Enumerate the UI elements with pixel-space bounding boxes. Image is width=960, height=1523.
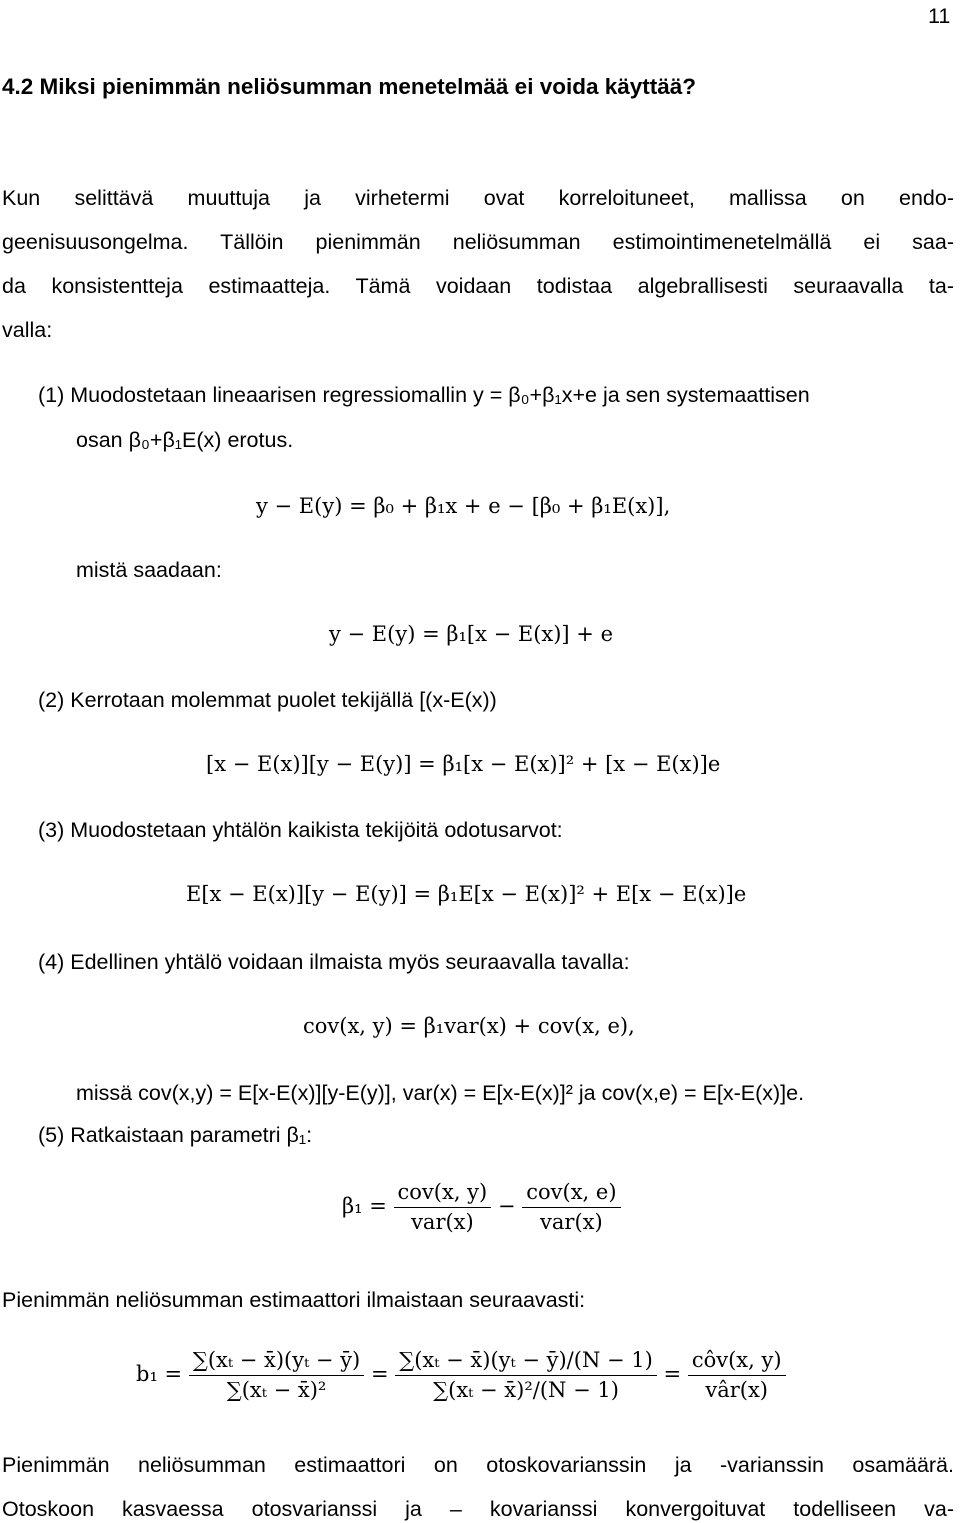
step3-equation: E[x − E(x)][y − E(y)] = β₁E[x − E(x)]² + E[x − E(x)]e [186,882,747,906]
intro-line-4: valla: [2,318,53,342]
b1-lhs: b₁ = [136,1362,183,1386]
step1-text-line2: osan β₀+β₁E(x) erotus. [76,428,294,452]
ols-intro-text: Pienimmän neliösumman estimaattori ilmaistaan seuraavasti: [2,1288,586,1312]
step4-note: missä cov(x,y) = E[x-E(x)][y-E(y)], var(x) = E[x-E(x)]² ja cov(x,e) = E[x-E(x)]e. [76,1081,805,1105]
fraction-numerator: cov(x, e) [522,1182,620,1208]
equals-sign: = [370,1362,389,1386]
intro-line-2: geenisuusongelma. Tällöin pienimmän neliösumman estimointimenetelmällä ei saa- [2,230,954,254]
fraction-denominator: var(x) [411,1210,474,1234]
step1-equation-2: y − E(y) = β₁[x − E(x)] + e [329,622,614,646]
step5-equation [342,1182,621,1233]
step1-equation: y − E(y) = β₀ + β₁x + e − [β₀ + β₁E(x)], [256,494,671,518]
page-number: 11 [928,4,951,28]
beta1-lhs: β₁ = [342,1194,387,1218]
fraction-scaled-sums [395,1350,657,1401]
step1-mista-label: mistä saadaan: [76,558,222,582]
minus-sign: − [497,1194,516,1218]
fraction-cov-xy-var-x [394,1182,492,1233]
step2-text: (2) Kerrotaan molemmat puolet tekijällä [(x-E(x)) [38,688,497,712]
fraction-sample-cov-var [688,1350,786,1401]
fraction-denominator: ∑(xₜ − x̄)² [226,1378,327,1402]
step4-text: (4) Edellinen yhtälö voidaan ilmaista myös seuraavalla tavalla: [38,950,630,974]
step1-text-line1: (1) Muodostetaan lineaarisen regressiomallin y = β₀+β₁x+e ja sen systemaattisen [38,383,810,407]
fraction-numerator: côv(x, y) [688,1350,786,1376]
section-heading: 4.2 Miksi pienimmän neliösumman menetelmää ei voida käyttää? [2,74,697,99]
fraction-numerator: ∑(xₜ − x̄)(yₜ − ȳ)/(N − 1) [395,1350,657,1376]
fraction-numerator: cov(x, y) [394,1182,492,1208]
step5-text: (5) Ratkaistaan parametri β₁: [38,1123,313,1147]
intro-line-1: Kun selittävä muuttuja ja virhetermi ovat korreloituneet, mallissa on endo- [2,186,954,210]
step3-text: (3) Muodostetaan yhtälön kaikista tekijöitä odotusarvot: [38,818,563,842]
closing-line-2: Otoskoon kasvaessa otosvarianssi ja – kovarianssi konvergoituvat todelliseen va- [2,1497,954,1521]
step4-equation: cov(x, y) = β₁var(x) + cov(x, e), [303,1014,635,1038]
fraction-cov-xe-var-x [522,1182,620,1233]
ols-equation [136,1350,786,1401]
step2-equation: [x − E(x)][y − E(y)] = β₁[x − E(x)]² + [x − E(x)]e [206,752,721,776]
fraction-denominator: var(x) [540,1210,603,1234]
fraction-denominator: ∑(xₜ − x̄)²/(N − 1) [433,1378,619,1402]
intro-line-3: da konsistentteja estimaatteja. Tämä voidaan todistaa algebrallisesti seuraavalla ta- [2,274,954,298]
fraction-denominator: vâr(x) [705,1378,768,1402]
fraction-sum-products [189,1350,364,1401]
equals-sign: = [663,1362,682,1386]
fraction-numerator: ∑(xₜ − x̄)(yₜ − ȳ) [189,1350,364,1376]
closing-line-1: Pienimmän neliösumman estimaattori on otoskovarianssin ja -varianssin osamäärä. [2,1453,954,1477]
